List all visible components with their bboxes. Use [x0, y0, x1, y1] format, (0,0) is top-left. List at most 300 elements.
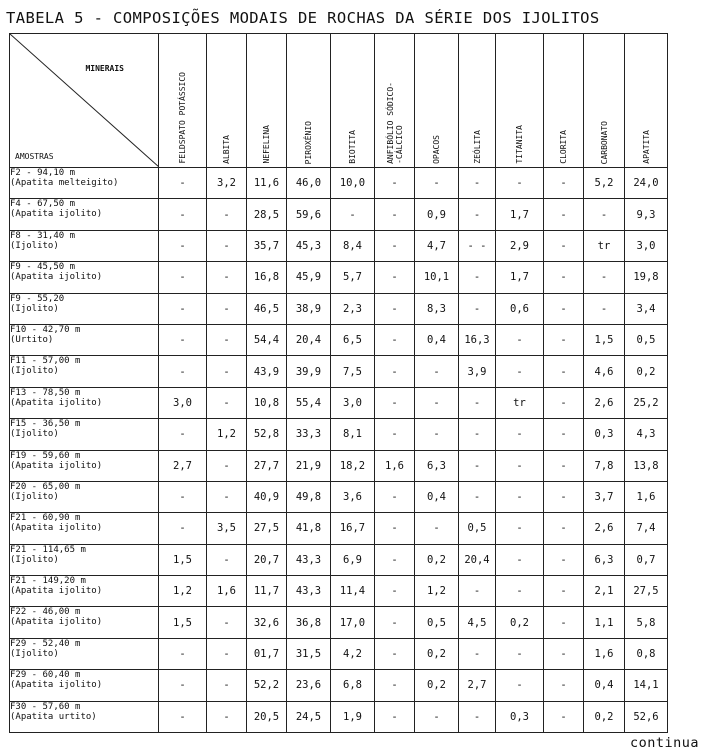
sample-cell: [10, 356, 159, 387]
sample-id: F30 - 57,60 m: [10, 701, 81, 712]
value-cell: -: [375, 262, 415, 293]
value-cell: 5,2: [584, 168, 625, 199]
value-cell: 49,8: [287, 481, 331, 512]
sample-cell: [10, 450, 159, 481]
value-cell: 1,7: [496, 199, 544, 230]
value-cell: 5,8: [625, 607, 668, 638]
table-row: [10, 356, 668, 387]
value-cell: 20,7: [247, 544, 287, 575]
value-cell: 0,4: [415, 481, 459, 512]
value-cell: 4,7: [415, 230, 459, 261]
value-cell: 3,6: [331, 481, 375, 512]
value-cell: -: [544, 607, 584, 638]
sample-id: F22 - 46,00 m: [10, 607, 81, 618]
value-cell: 9,3: [625, 199, 668, 230]
value-cell: 39,9: [287, 356, 331, 387]
sample-rock-type: (Apatita ijolito): [10, 586, 103, 597]
value-cell: 1,9: [331, 701, 375, 732]
sample-id: F2 - 94,10 m: [10, 168, 76, 178]
value-cell: -: [207, 199, 247, 230]
sample-rock-type: (Ijolito): [10, 554, 59, 565]
value-cell: -: [375, 544, 415, 575]
value-cell: 1,2: [159, 576, 207, 607]
sample-rock-type: (Apatita ijolito): [10, 209, 103, 220]
value-cell: 24,5: [287, 701, 331, 732]
value-cell: -: [207, 450, 247, 481]
sample-rock-type: (Urtito): [10, 334, 54, 345]
value-cell: 3,2: [207, 168, 247, 199]
table-row: [10, 701, 668, 732]
value-cell: 10,0: [331, 168, 375, 199]
modal-composition-table: [9, 33, 668, 733]
table-row: [10, 324, 668, 355]
sample-rock-type: (Apatita urtito): [10, 711, 97, 722]
sample-id: F29 - 60,40 m: [10, 670, 81, 681]
value-cell: 8,1: [331, 419, 375, 450]
value-cell: -: [496, 324, 544, 355]
minerais-label: MINERAIS: [85, 64, 124, 73]
value-cell: -: [496, 670, 544, 701]
value-cell: 1,5: [159, 607, 207, 638]
value-cell: -: [496, 419, 544, 450]
value-cell: -: [159, 481, 207, 512]
sample-rock-type: (Apatita ijolito): [10, 460, 103, 471]
value-cell: 3,0: [625, 230, 668, 261]
value-cell: -: [159, 513, 207, 544]
value-cell: -: [544, 638, 584, 669]
value-cell: -: [544, 701, 584, 732]
sample-id: F11 - 57,00 m: [10, 356, 81, 367]
value-cell: 4,3: [625, 419, 668, 450]
table-row: [10, 481, 668, 512]
value-cell: 7,4: [625, 513, 668, 544]
value-cell: -: [496, 513, 544, 544]
value-cell: 1,6: [207, 576, 247, 607]
value-cell: 36,8: [287, 607, 331, 638]
value-cell: -: [159, 293, 207, 324]
value-cell: 10,1: [415, 262, 459, 293]
sample-cell: [10, 262, 159, 293]
value-cell: 7,5: [331, 356, 375, 387]
value-cell: -: [544, 262, 584, 293]
sample-rock-type: (Ijolito): [10, 429, 59, 440]
value-cell: 27,5: [625, 576, 668, 607]
value-cell: 11,4: [331, 576, 375, 607]
value-cell: -: [459, 638, 496, 669]
value-cell: 27,5: [247, 513, 287, 544]
value-cell: 28,5: [247, 199, 287, 230]
value-cell: -: [375, 607, 415, 638]
sample-cell: [10, 670, 159, 701]
sample-rock-type: (Ijolito): [10, 303, 59, 314]
value-cell: 46,0: [287, 168, 331, 199]
value-cell: -: [159, 262, 207, 293]
value-cell: 0,4: [415, 324, 459, 355]
sample-id: F15 - 36,50 m: [10, 419, 81, 430]
value-cell: 14,1: [625, 670, 668, 701]
value-cell: -: [375, 481, 415, 512]
value-cell: -: [207, 544, 247, 575]
value-cell: 41,8: [287, 513, 331, 544]
table-row: [10, 450, 668, 481]
value-cell: 0,5: [459, 513, 496, 544]
value-cell: 1,2: [415, 576, 459, 607]
value-cell: 6,3: [584, 544, 625, 575]
value-cell: -: [544, 230, 584, 261]
value-cell: -: [207, 607, 247, 638]
value-cell: 4,2: [331, 638, 375, 669]
sample-cell: [10, 544, 159, 575]
sample-rock-type: (Apatita ijolito): [10, 397, 103, 408]
value-cell: 13,8: [625, 450, 668, 481]
sample-cell: [10, 293, 159, 324]
value-cell: -: [544, 293, 584, 324]
sample-rock-type: (Apatita ijolito): [10, 523, 103, 534]
value-cell: 40,9: [247, 481, 287, 512]
value-cell: 0,5: [625, 324, 668, 355]
value-cell: -: [207, 481, 247, 512]
value-cell: 2,6: [584, 387, 625, 418]
value-cell: -: [496, 356, 544, 387]
value-cell: 46,5: [247, 293, 287, 324]
table-row: [10, 419, 668, 450]
value-cell: -: [496, 576, 544, 607]
sample-id: F21 - 60,90 m: [10, 513, 81, 524]
value-cell: -: [544, 324, 584, 355]
value-cell: -: [459, 293, 496, 324]
value-cell: 52,6: [625, 701, 668, 732]
value-cell: -: [544, 356, 584, 387]
value-cell: 0,6: [496, 293, 544, 324]
value-cell: 20,5: [247, 701, 287, 732]
sample-id: F20 - 65,00 m: [10, 481, 81, 492]
value-cell: 3,0: [331, 387, 375, 418]
value-cell: 31,5: [287, 638, 331, 669]
value-cell: 5,7: [331, 262, 375, 293]
value-cell: -: [544, 576, 584, 607]
value-cell: -: [496, 481, 544, 512]
value-cell: 2,1: [584, 576, 625, 607]
value-cell: -: [459, 701, 496, 732]
value-cell: 11,7: [247, 576, 287, 607]
value-cell: 10,8: [247, 387, 287, 418]
table-title: TABELA 5 - COMPOSIÇÕES MODAIS DE ROCHAS DA SÉRIE DOS IJOLITOS: [6, 9, 600, 27]
value-cell: -: [544, 513, 584, 544]
value-cell: -: [459, 387, 496, 418]
sample-id: F19 - 59,60 m: [10, 450, 81, 461]
value-cell: 6,5: [331, 324, 375, 355]
table-row: [10, 262, 668, 293]
value-cell: -: [584, 199, 625, 230]
value-cell: -: [159, 701, 207, 732]
value-cell: -: [544, 387, 584, 418]
value-cell: 43,3: [287, 576, 331, 607]
value-cell: 6,9: [331, 544, 375, 575]
value-cell: 27,7: [247, 450, 287, 481]
col-titanita: TITANITA: [496, 34, 544, 168]
value-cell: 0,4: [584, 670, 625, 701]
value-cell: 1,6: [584, 638, 625, 669]
value-cell: 0,2: [496, 607, 544, 638]
value-cell: -: [459, 168, 496, 199]
value-cell: 55,4: [287, 387, 331, 418]
value-cell: -: [459, 419, 496, 450]
value-cell: -: [544, 670, 584, 701]
value-cell: -: [459, 262, 496, 293]
value-cell: 33,3: [287, 419, 331, 450]
value-cell: -: [459, 199, 496, 230]
value-cell: -: [159, 230, 207, 261]
value-cell: tr: [496, 387, 544, 418]
value-cell: 2,9: [496, 230, 544, 261]
sample-id: F4 - 67,50 m: [10, 199, 76, 210]
value-cell: -: [544, 481, 584, 512]
value-cell: -: [415, 701, 459, 732]
value-cell: 1,5: [159, 544, 207, 575]
sample-rock-type: (Ijolito): [10, 648, 59, 659]
sample-rock-type: (Apatita melteigito): [10, 178, 119, 188]
value-cell: -: [459, 576, 496, 607]
value-cell: 43,9: [247, 356, 287, 387]
value-cell: 16,3: [459, 324, 496, 355]
table-row: [10, 576, 668, 607]
sample-id: F9 - 45,50 m: [10, 262, 76, 273]
value-cell: 0,8: [625, 638, 668, 669]
value-cell: 54,4: [247, 324, 287, 355]
value-cell: 0,2: [625, 356, 668, 387]
value-cell: -: [207, 670, 247, 701]
col-albita: ALBITA: [207, 34, 247, 168]
value-cell: -: [159, 356, 207, 387]
value-cell: 21,9: [287, 450, 331, 481]
sample-id: F13 - 78,50 m: [10, 387, 81, 398]
value-cell: 11,6: [247, 168, 287, 199]
sample-id: F29 - 52,40 m: [10, 638, 81, 649]
value-cell: -: [207, 638, 247, 669]
table-row: [10, 513, 668, 544]
value-cell: -: [375, 230, 415, 261]
value-cell: -: [375, 419, 415, 450]
value-cell: 8,4: [331, 230, 375, 261]
table-row: [10, 638, 668, 669]
sample-rock-type: (Ijolito): [10, 240, 59, 251]
value-cell: -: [496, 638, 544, 669]
sample-rock-type: (Apatita ijolito): [10, 617, 103, 628]
value-cell: 25,2: [625, 387, 668, 418]
value-cell: 1,7: [496, 262, 544, 293]
amostras-label: AMOSTRAS: [15, 152, 54, 161]
value-cell: 32,6: [247, 607, 287, 638]
value-cell: 3,0: [159, 387, 207, 418]
value-cell: -: [415, 513, 459, 544]
col-nefelina: NEFELINA: [247, 34, 287, 168]
value-cell: 8,3: [415, 293, 459, 324]
value-cell: 4,6: [584, 356, 625, 387]
sample-cell: [10, 481, 159, 512]
value-cell: -: [544, 199, 584, 230]
col-biotita: BIOTITA: [331, 34, 375, 168]
value-cell: -: [544, 168, 584, 199]
value-cell: 0,5: [415, 607, 459, 638]
sample-rock-type: (Ijolito): [10, 491, 59, 502]
col-piroxenio: PIROXÊNIO: [287, 34, 331, 168]
value-cell: tr: [584, 230, 625, 261]
sample-cell: [10, 199, 159, 230]
value-cell: -: [375, 199, 415, 230]
sample-cell: [10, 168, 159, 199]
value-cell: 0,2: [415, 638, 459, 669]
table-row: [10, 293, 668, 324]
col-opacos: OPACOS: [415, 34, 459, 168]
value-cell: 3,4: [625, 293, 668, 324]
value-cell: 0,3: [584, 419, 625, 450]
col-feldspato: FELDSPATO POTÁSSICO: [159, 34, 207, 168]
value-cell: 2,7: [459, 670, 496, 701]
header-row: [10, 34, 668, 168]
value-cell: -: [544, 419, 584, 450]
value-cell: -: [459, 450, 496, 481]
value-cell: -: [159, 324, 207, 355]
value-cell: -: [207, 293, 247, 324]
table-row: [10, 670, 668, 701]
value-cell: 23,6: [287, 670, 331, 701]
value-cell: -: [159, 638, 207, 669]
value-cell: -: [159, 419, 207, 450]
value-cell: 1,2: [207, 419, 247, 450]
value-cell: -: [496, 450, 544, 481]
value-cell: -: [207, 324, 247, 355]
table-row: [10, 544, 668, 575]
table-row: [10, 230, 668, 261]
value-cell: -: [375, 293, 415, 324]
value-cell: 0,3: [496, 701, 544, 732]
sample-cell: [10, 419, 159, 450]
value-cell: -: [207, 262, 247, 293]
value-cell: -: [159, 168, 207, 199]
value-cell: 1,5: [584, 324, 625, 355]
value-cell: -: [415, 356, 459, 387]
value-cell: 20,4: [287, 324, 331, 355]
value-cell: -: [159, 670, 207, 701]
sample-cell: [10, 576, 159, 607]
sample-cell: [10, 701, 159, 732]
value-cell: 16,8: [247, 262, 287, 293]
diagonal-line: [10, 34, 159, 167]
value-cell: 2,3: [331, 293, 375, 324]
value-cell: 3,7: [584, 481, 625, 512]
value-cell: -: [584, 293, 625, 324]
table-row: [10, 607, 668, 638]
value-cell: 7,8: [584, 450, 625, 481]
sample-cell: [10, 513, 159, 544]
value-cell: 2,6: [584, 513, 625, 544]
value-cell: -: [375, 576, 415, 607]
value-cell: 35,7: [247, 230, 287, 261]
value-cell: 1,1: [584, 607, 625, 638]
value-cell: -: [375, 324, 415, 355]
value-cell: 0,2: [415, 670, 459, 701]
value-cell: 43,3: [287, 544, 331, 575]
corner-cell: [10, 34, 159, 168]
value-cell: 24,0: [625, 168, 668, 199]
value-cell: 38,9: [287, 293, 331, 324]
value-cell: 2,7: [159, 450, 207, 481]
sample-cell: [10, 230, 159, 261]
value-cell: 6,3: [415, 450, 459, 481]
sample-cell: [10, 607, 159, 638]
value-cell: -: [207, 230, 247, 261]
value-cell: 1,6: [625, 481, 668, 512]
value-cell: -: [584, 262, 625, 293]
value-cell: 6,8: [331, 670, 375, 701]
value-cell: -: [375, 701, 415, 732]
value-cell: 0,2: [415, 544, 459, 575]
value-cell: -: [207, 356, 247, 387]
value-cell: 17,0: [331, 607, 375, 638]
value-cell: - -: [459, 230, 496, 261]
value-cell: 19,8: [625, 262, 668, 293]
value-cell: -: [375, 356, 415, 387]
col-anfibolio: ANFIBÓLIO SÓDICO- -CÁLCICO: [375, 34, 415, 168]
value-cell: 3,9: [459, 356, 496, 387]
col-clorita: CLORITA: [544, 34, 584, 168]
sample-cell: [10, 324, 159, 355]
sample-id: F10 - 42,70 m: [10, 324, 81, 335]
table-row: [10, 168, 668, 199]
value-cell: 59,6: [287, 199, 331, 230]
value-cell: -: [415, 387, 459, 418]
sample-rock-type: (Ijolito): [10, 366, 59, 377]
col-zeolita: ZEÓLITA: [459, 34, 496, 168]
value-cell: 20,4: [459, 544, 496, 575]
value-cell: 0,9: [415, 199, 459, 230]
value-cell: 3,5: [207, 513, 247, 544]
value-cell: -: [331, 199, 375, 230]
value-cell: -: [207, 701, 247, 732]
value-cell: -: [544, 544, 584, 575]
value-cell: -: [375, 513, 415, 544]
value-cell: -: [496, 544, 544, 575]
sample-id: F21 - 114,65 m: [10, 544, 86, 555]
sample-id: F9 - 55,20: [10, 293, 65, 304]
sample-id: F8 - 31,40 m: [10, 230, 76, 241]
col-apatita: APATITA: [625, 34, 668, 168]
value-cell: -: [375, 670, 415, 701]
value-cell: 0,7: [625, 544, 668, 575]
value-cell: 0,2: [584, 701, 625, 732]
table-row: [10, 387, 668, 418]
value-cell: -: [415, 168, 459, 199]
value-cell: 52,8: [247, 419, 287, 450]
value-cell: 1,6: [375, 450, 415, 481]
value-cell: -: [415, 419, 459, 450]
value-cell: -: [375, 168, 415, 199]
col-carbonato: CARBONATO: [584, 34, 625, 168]
value-cell: -: [159, 199, 207, 230]
continua-label: continua: [629, 735, 699, 751]
value-cell: -: [375, 638, 415, 669]
value-cell: 16,7: [331, 513, 375, 544]
value-cell: 45,3: [287, 230, 331, 261]
sample-id: F21 - 149,20 m: [10, 576, 86, 587]
value-cell: 45,9: [287, 262, 331, 293]
sample-rock-type: (Apatita ijolito): [10, 680, 103, 691]
value-cell: 52,2: [247, 670, 287, 701]
sample-cell: [10, 387, 159, 418]
value-cell: -: [375, 387, 415, 418]
value-cell: -: [496, 168, 544, 199]
table-row: [10, 199, 668, 230]
